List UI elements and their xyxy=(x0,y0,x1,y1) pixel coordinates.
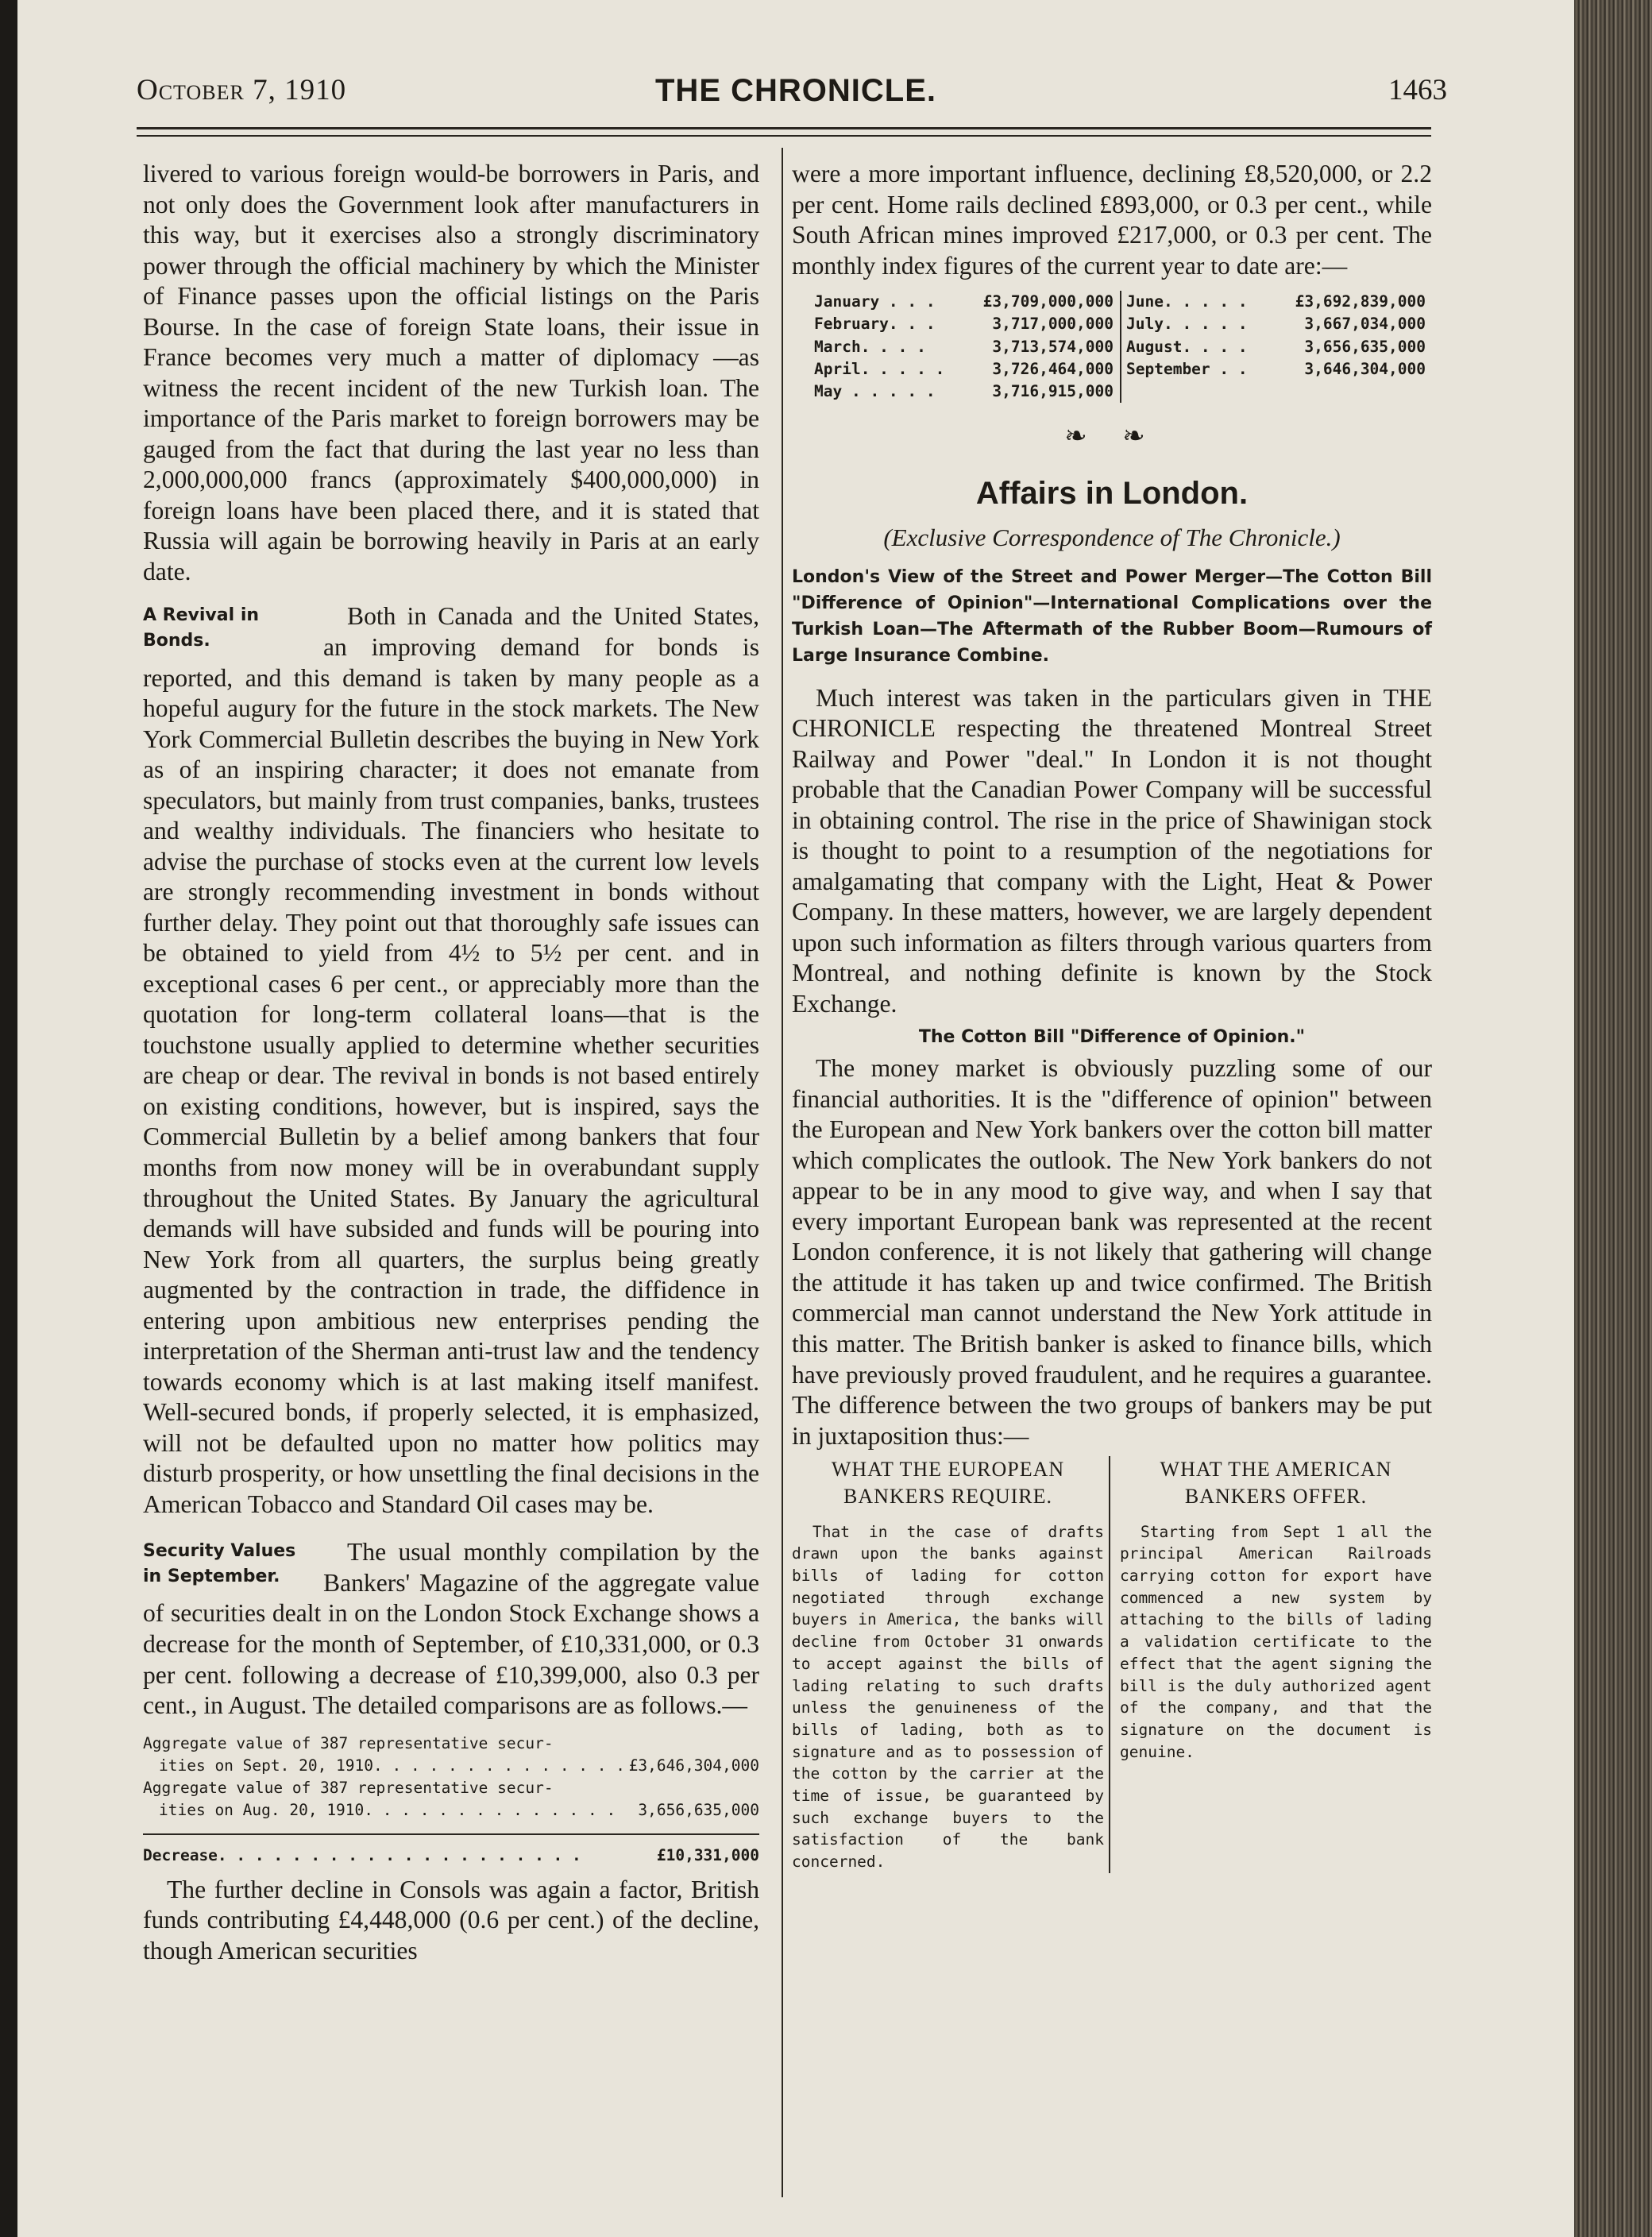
security-side-label: Security Values in September. xyxy=(143,1541,296,1587)
left-column xyxy=(143,159,759,1966)
header-page-number: 1463 xyxy=(1388,74,1447,106)
header-date: October 7, 1910 xyxy=(137,74,347,106)
index-value: 3,717,000,000 xyxy=(992,315,1114,334)
agg-row-1-label-a: Aggregate value of 387 representative secur- xyxy=(143,1733,554,1752)
montreal-paragraph: Much interest was taken in the particulars given in THE CHRONICLE respecting the threatened Montreal Street Railway and Power "deal." In London it is not thought probable that the Canadian Power Company will be successful in obtaining control. The rise in the price of Shawinigan stock is thought to point to a resumption of the negotiations for amalgamating that company with the Light, Heat & Power Company. In these matters, however, we are largely dependent upon such information as filters through various quarters from Montreal, and nothing definite is known by the Stock Exchange. xyxy=(792,683,1432,1018)
cotton-paragraph: The money market is obviously puzzling some of our financial authorities. It is the "difference of opinion" between the European and New York bankers over the cotton bill matter which complicates the outlook. The New York bankers do not appear to be in any mood to give way, and when I say that every important European bank was represented at the recent London conference, it is not likely that gathering will change the attitude it has taken up and twice confirmed. The British commercial man cannot understand the New York attitude in this matter. The British banker is asked to finance bills, which have previously proved fraudulent, and he requires a guarantee. The difference between the two groups of bankers may be put in juxtaposition thus:— xyxy=(792,1054,1432,1450)
index-month: July. . . . . xyxy=(1126,315,1248,334)
index-row xyxy=(1126,291,1432,313)
european-bankers-heading: WHAT THE EUROPEAN BANKERS REQUIRE. xyxy=(831,1458,1065,1508)
revival-paragraph: Both in Canada and the United States, an improving demand for bonds is reported, and this demand is taken by many people as a hopeful augury for the future in the stock markets. The New York Commercial Bulletin describes the buying in New York as of an inspiring character; it does not emanate from speculators, but mainly from trust companies, banks, trustees and wealthy individuals. The financiers who hesitate to advise the purchase of stocks even at the current low levels are strongly recommending investment in bonds without further delay. They point out that thoroughly safe issues can be obtained to yield from 4½ to 5½ per cent. and in exceptional cases 6 per cent., or appreciably more than the quotation for long-term collateral loans—that is the touchstone usually applied to determine whether securities are cheap or dear. The revival in bonds is not based entirely on existing conditions, however, but is inspired, says the Commercial Bulletin by a belief among bankers that four months from now money will be in overabundant supply throughout the United States. By January the agricultural demands will have subsided and funds will be pouring into New York from all quarters, the surplus being greatly augmented by the contraction in trade, the diffidence in entering upon ambitious new enterprises pending the interpretation of the Sherman anti-trust law and the tendency towards economy which is at last making itself manifest. Well-secured bonds, if properly selected, it is emphasized, will not be defaulted upon no matter how politics may disturb prosperity, or how unsettling the final decisions in the American Tobacco and Standard Oil cases may be. xyxy=(143,602,759,1518)
bankers-comparison xyxy=(792,1456,1432,1873)
agg-row-2-label-a: Aggregate value of 387 representative secur- xyxy=(143,1779,554,1798)
agg-decrease-row xyxy=(143,1833,759,1867)
consols-paragraph: The further decline in Consols was again a factor, British funds contributing £4,448,000 (0.6 per cent.) of the decline, though American securities xyxy=(143,1875,759,1965)
index-value: 3,726,464,000 xyxy=(992,359,1114,378)
index-month: June. . . . . xyxy=(1126,292,1248,311)
security-paragraph: The usual monthly compilation by the Bankers' Magazine of the aggregate value of securities dealt in on the London Stock Exchange shows a decrease for the month of September, of £10,331,000, or 0.3 per cent. following a decrease of £10,399,000, also 0.3 per cent., in August. The detailed comparisons are as follows.— xyxy=(143,1538,759,1720)
section-ornament: ❧ ❧ xyxy=(1064,422,1160,452)
header-rule-top xyxy=(137,127,1431,129)
index-value: 3,667,034,000 xyxy=(1304,315,1426,334)
index-month: March. . . . xyxy=(814,337,926,356)
right-column xyxy=(792,159,1432,1873)
section-summary: London's View of the Street and Power Merger—The Cotton Bill "Difference of Opinion"—International Complications over the Turkish Loan—The Aftermath of the Rubber Boom—Rumours of Large Insurance Combine. xyxy=(792,566,1432,666)
index-month: January . . . xyxy=(814,292,936,311)
european-bankers-column xyxy=(792,1456,1104,1873)
agg-row-2-value: 3,656,635,000 xyxy=(638,1801,759,1820)
european-bankers-text: That in the case of drafts drawn upon the banks against bills of lading for cotton negotiated through exchange buyers in America, the banks will decline from October 31 onwards to accept against the bills of lading relating to such drafts unless the genuineness of the bills of lading, both as to signature and as to possession of the cotton by the carrier at the time of issue, be guaranteed by such exchange buyers to the satisfaction of the bank concerned. xyxy=(792,1522,1104,1872)
paris-paragraph: livered to various foreign would-be borrowers in Paris, and not only does the Government look after manufacturers in this way, but it exercises also a strongly discriminatory power through the official machinery by which the Minister of Finance passes upon the official listings on the Paris Bourse. In the case of foreign State loans, their issue in France becomes very much a matter of diplomacy —as witness the recent incident of the new Turkish loan. The importance of the Paris market to foreign borrowers may be gauged from the fact that during the last year no less than 2,000,000,000 francs (approximately $400,000,000) in foreign loans have been placed there, and it is stated that Russia will again be borrowing heavily in Paris at an early date. xyxy=(143,160,759,585)
index-value: £3,709,000,000 xyxy=(982,292,1114,311)
aggregate-table xyxy=(143,1733,759,1867)
american-bankers-text: Starting from Sept 1 all the principal American Railroads carrying cotton for export have commenced a new system by attaching to the bills of lading a validation certificate to the effect that the agent signing the bill is the duly authorized agent of the company, and that the signature on the document is genuine. xyxy=(1120,1522,1432,1761)
book-page-edges xyxy=(1574,0,1652,2237)
continuation-paragraph: were a more important influence, declining £8,520,000, or 2.2 per cent. Home rails declined £893,000, or 0.3 per cent., while South African mines improved £217,000, or 0.3 per cent. The monthly index figures of the current year to date are:— xyxy=(792,160,1432,280)
index-month: August. . . . xyxy=(1126,337,1248,356)
index-row xyxy=(814,313,1120,335)
revival-side-label: A Revival in Bonds. xyxy=(143,605,260,651)
index-row xyxy=(814,291,1120,313)
american-bankers-column xyxy=(1109,1456,1432,1873)
index-row xyxy=(1126,358,1432,381)
section-heading: Affairs in London. xyxy=(975,475,1249,511)
monthly-index-table xyxy=(814,291,1432,403)
agg-row-1-label-b: ities on Sept. 20, 1910. . . . . . . . . . . . . . xyxy=(159,1756,625,1775)
revival-section xyxy=(143,601,759,1520)
index-row xyxy=(814,358,1120,381)
newspaper-page xyxy=(17,0,1574,2237)
index-value: 3,713,574,000 xyxy=(992,337,1114,356)
agg-decrease-value: £10,331,000 xyxy=(656,1845,759,1864)
index-month: April. . . . . xyxy=(814,359,945,378)
index-value: 3,656,635,000 xyxy=(1304,337,1426,356)
index-row xyxy=(1126,313,1432,335)
header-rule-bottom xyxy=(137,135,1431,137)
index-row xyxy=(814,381,1120,403)
agg-row-1 xyxy=(143,1755,759,1777)
index-row xyxy=(1126,336,1432,358)
index-value: 3,716,915,000 xyxy=(992,382,1114,401)
index-value: 3,646,304,000 xyxy=(1304,359,1426,378)
index-month: February. . . xyxy=(814,315,936,334)
header-title: THE CHRONICLE. xyxy=(655,73,936,108)
security-section xyxy=(143,1537,759,1721)
index-month: May . . . . . xyxy=(814,382,936,401)
agg-row-1-value: £3,646,304,000 xyxy=(628,1756,759,1775)
section-subtitle: (Exclusive Correspondence of The Chronicle.) xyxy=(883,523,1341,551)
index-left-half xyxy=(814,291,1120,403)
cotton-subheading: The Cotton Bill "Difference of Opinion." xyxy=(918,1027,1306,1048)
index-right-half xyxy=(1120,291,1432,403)
index-value: £3,692,839,000 xyxy=(1295,292,1426,311)
index-month: September . . xyxy=(1126,359,1248,378)
column-divider xyxy=(782,148,783,2197)
american-bankers-heading: WHAT THE AMERICAN BANKERS OFFER. xyxy=(1160,1458,1392,1508)
agg-decrease-label: Decrease. . . . . . . . . . . . . . . . . . . . xyxy=(143,1845,581,1864)
index-row xyxy=(814,336,1120,358)
agg-row-2-label-b: ities on Aug. 20, 1910. . . . . . . . . . . . . . xyxy=(159,1801,616,1820)
agg-row-2 xyxy=(143,1799,759,1822)
